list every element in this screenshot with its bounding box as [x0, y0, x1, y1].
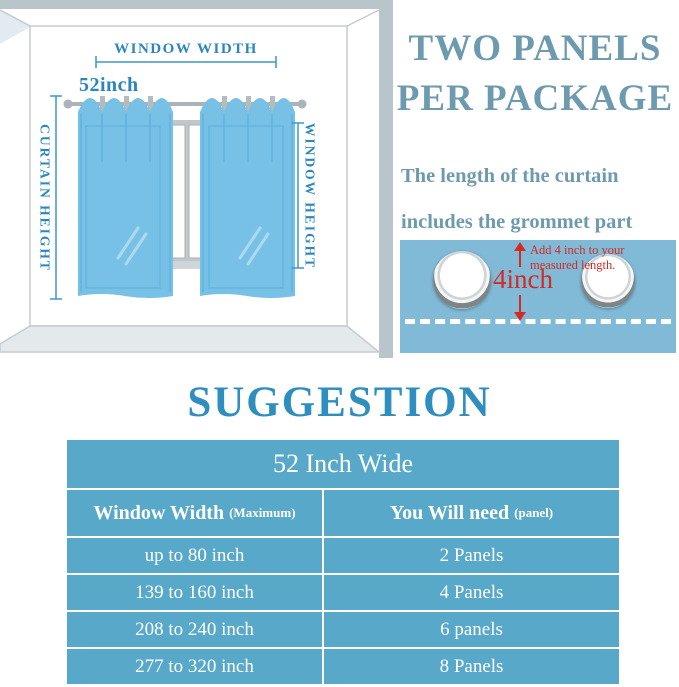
panels-needed-cell: 6 panels [324, 612, 619, 647]
window-height-label: WINDOW HEIGHT [302, 122, 318, 270]
ceiling-band [0, 0, 393, 9]
stitch-dashed-line [405, 319, 671, 324]
header-sub: (panel) [514, 505, 554, 520]
panel-suggestion-table [67, 440, 619, 684]
window-width-label: WINDOW WIDTH [114, 41, 258, 57]
floor [0, 326, 379, 352]
width-range-cell: 139 to 160 inch [67, 575, 322, 610]
header-main: You Will need [389, 501, 510, 524]
header-window-width [67, 490, 322, 536]
length-note-line1: The length of the curtain [401, 165, 619, 187]
four-inch-label: 4inch [493, 264, 553, 294]
arrow-down-icon [514, 312, 526, 321]
length-note [401, 153, 679, 245]
add-length-note [530, 243, 650, 273]
curtain-panel-left [78, 98, 173, 298]
curtain-panel-right [200, 98, 295, 298]
room-diagram [0, 0, 393, 360]
headline-line2: PER PACKAGE [396, 78, 674, 119]
add-length-note-line2: measured length. [530, 258, 616, 272]
width-range-cell: 208 to 240 inch [67, 612, 322, 647]
measure-arrow-line [519, 295, 521, 313]
width-range-cell: up to 80 inch [67, 538, 322, 573]
table-title: 52 Inch Wide [67, 440, 619, 488]
width-range-cell: 277 to 320 inch [67, 649, 322, 684]
length-note-line2: includes the grommet part [401, 211, 633, 233]
headline [391, 24, 679, 124]
rod-finial-left [64, 100, 73, 109]
curtain-height-label: CURTAIN HEIGHT [37, 124, 53, 272]
table-header-row [67, 490, 619, 536]
width-value-label: 52inch [79, 74, 139, 96]
add-length-note-line1: Add 4 inch to your [530, 243, 625, 257]
table-row [67, 575, 619, 610]
rod-finial-right [298, 100, 307, 109]
table-row [67, 538, 619, 573]
headline-line1: TWO PANELS [408, 28, 662, 69]
header-you-will-need [324, 490, 619, 536]
table-row [67, 612, 619, 647]
grommet-figure [400, 240, 676, 353]
header-sub: (Maximum) [229, 505, 296, 520]
grommet-ring-icon [433, 251, 491, 309]
header-main: Window Width [93, 501, 225, 524]
panels-needed-cell: 2 Panels [324, 538, 619, 573]
table-row [67, 649, 619, 684]
suggestion-title: SUGGESTION [187, 379, 492, 426]
panels-needed-cell: 8 Panels [324, 649, 619, 684]
panels-needed-cell: 4 Panels [324, 575, 619, 610]
